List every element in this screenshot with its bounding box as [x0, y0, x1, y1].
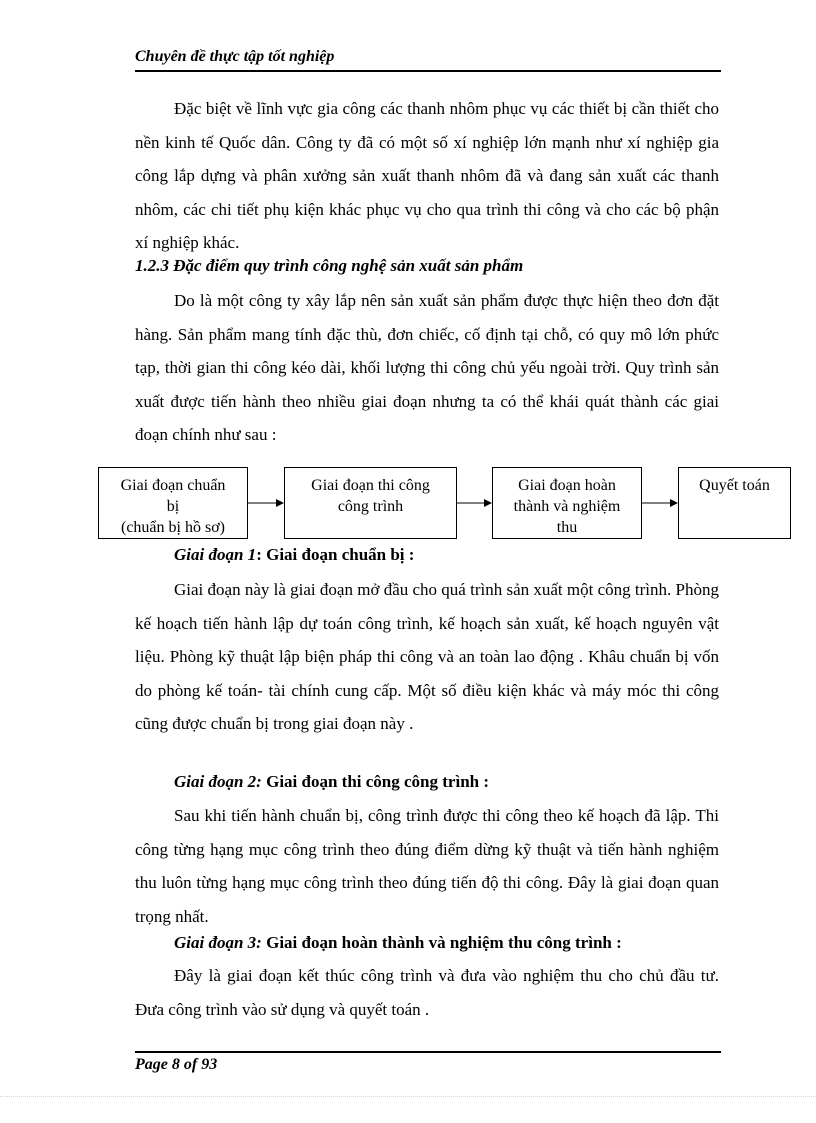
- header-rule: [135, 70, 721, 72]
- flow-box-preparation: Giai đoạn chuẩn bị (chuẩn bị hồ sơ): [98, 467, 248, 539]
- stage-2-paragraph: Sau khi tiến hành chuẩn bị, công trình được thi công theo kế hoạch đã lập. Thi công từng hạng mục công trình theo đúng điểm dừng kỹ thuật và tiến hành nghiệm thu luôn từng hạng mục công trình theo đúng tiến độ thi công. Đây là giai đoạn quan trọng nhất.: [135, 806, 719, 926]
- stage-1-heading: Giai đoạn 1: Giai đoạn chuẩn bị :: [174, 545, 415, 564]
- flow-box-acceptance: Giai đoạn hoàn thành và nghiệm thu: [492, 467, 642, 539]
- stage-3-heading: Giai đoạn 3: Giai đoạn hoàn thành và nghiệm thu công trình :: [174, 933, 622, 952]
- intro-paragraph: Đặc biệt về lĩnh vực gia công các thanh nhôm phục vụ các thiết bị cần thiết cho nền kinh tế Quốc dân. Công ty đã có một số xí nghiệp lớn mạnh như xí nghiệp gia công lắp dựng và phân xưởng sản xuất thanh nhôm đã và đang sản xuất các thanh nhôm, các chi tiết phụ kiện khác phục vụ cho qua trình thi công và cho các bộ phận xí nghiệp khác.: [135, 99, 719, 252]
- stage-2-heading: Giai đoạn 2: Giai đoạn thi công công trình :: [174, 772, 490, 791]
- flow-box-settlement: Quyết toán: [678, 467, 791, 539]
- page-edge-divider: [0, 1096, 816, 1097]
- section-heading: 1.2.3 Đặc điểm quy trình công nghệ sản xuất sản phẩm: [135, 256, 524, 275]
- page-header-title: Chuyên đề thực tập tốt nghiệp: [135, 48, 335, 65]
- stage-3-paragraph: Đây là giai đoạn kết thúc công trình và đưa vào nghiệm thu cho chủ đầu tư. Đưa công trình vào sử dụng và quyết toán .: [135, 966, 719, 1019]
- section-paragraph: Do là một công ty xây lắp nên sản xuất sản phẩm được thực hiện theo đơn đặt hàng. Sản phẩm mang tính đặc thù, đơn chiếc, cố định tại chỗ, có quy mô lớn phức tạp, thời gian thi công kéo dài, khối lượng thi công chủ yếu ngoài trời. Quy trình sản xuất được tiến hành theo nhiều giai đoạn nhưng ta có thể khái quát thành các giai đoạn chính như sau :: [135, 291, 719, 444]
- flow-box-construction: Giai đoạn thi công công trình: [284, 467, 457, 539]
- footer-rule: [135, 1051, 721, 1053]
- stage-1-paragraph: Giai đoạn này là giai đoạn mở đầu cho quá trình sản xuất một công trình. Phòng kế hoạch tiến hành lập dự toán công trình, kế hoạch sản xuất, kế hoạch nguyên vật liệu. Phòng kỹ thuật lập biện pháp thi công và an toàn lao động . Khâu chuẩn bị vốn do phòng kế toán- tài chính cung cấp. Một số điều kiện khác và máy móc thi công cũng được chuẩn bị trong giai đoạn này .: [135, 580, 719, 733]
- page-number: Page 8 of 93: [135, 1056, 218, 1073]
